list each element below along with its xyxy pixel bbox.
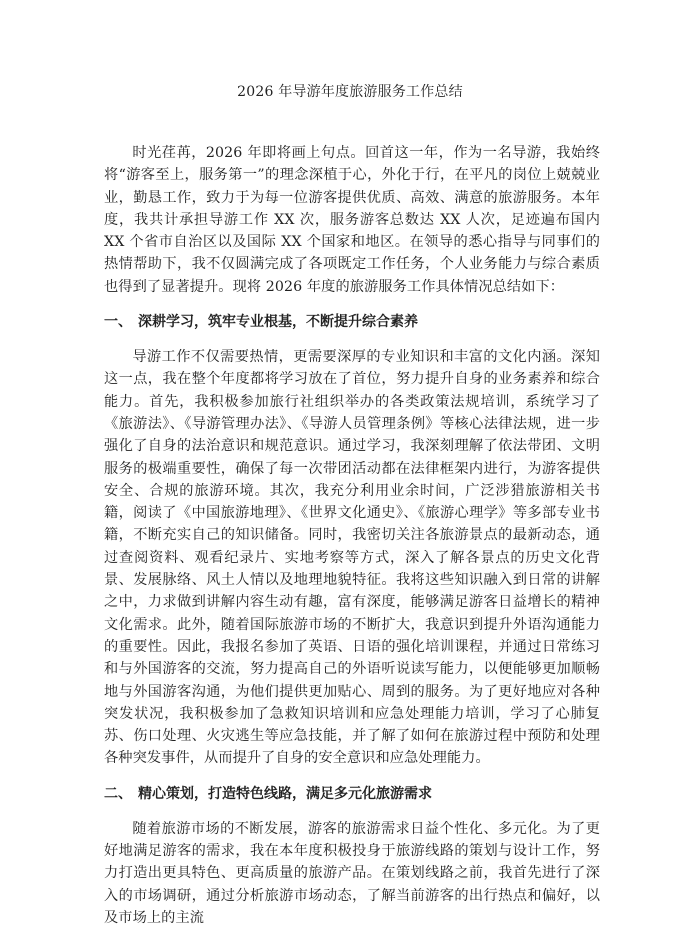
- document-body: [104, 142, 600, 929]
- intro-paragraph: 时光荏苒，2026 年即将画上句点。回首这一年，作为一名导游，我始终将“游客至上，服务第一”的理念深植于心，外化于行，在平凡的岗位上兢兢业业，勤恳工作，致力于为每一位游客提供优质、高效、满意的旅游服务。本年度，我共计承担导游工作 XX 次，服务游客总数达 XX 人次，足迹遍布国内 XX 个省市自治区以及国际 XX 个国家和地区。在领导的悉心指导与同事们的热情帮助下，我不仅圆满完成了各项既定工作任务，个人业务能力与综合素质也得到了显著提升。现将 2026 年度的旅游服务工作具体情况总结如下：: [104, 145, 600, 295]
- section-number-1: 一、: [104, 314, 132, 331]
- section-number-2: 二、: [104, 785, 132, 802]
- section-paragraph-1: 导游工作不仅需要热情，更需要深厚的专业知识和丰富的文化内涵。深知这一点，我在整个年度都将学习放在了首位，努力提升自身的业务素养和综合能力。首先，我积极参加旅行社组织举办的各类政策法规培训，系统学习了《旅游法》、《导游管理办法》、《导游人员管理条例》等核心法律法规，进一步强化了自身的法治意识和规范意识。通过学习，我深刻理解了依法带团、文明服务的极端重要性，确保了每一次带团活动都在法律框架内进行，为游客提供安全、合规的旅游环境。其次，我充分利用业余时间，广泛涉猎旅游相关书籍，阅读了《中国旅游地理》、《世界文化通史》、《旅游心理学》等多部专业书籍，不断充实自己的知识储备。同时，我密切关注各旅游景点的最新动态，通过查阅资料、观看纪录片、实地考察等方式，深入了解各景点的历史文化背景、发展脉络、风土人情以及地理地貌特征。我将这些知识融入到日常的讲解之中，力求做到讲解内容生动有趣，富有深度，能够满足游客日益增长的精神文化需求。此外，随着国际旅游市场的不断扩大，我意识到提升外语沟通能力的重要性。因此，我报名参加了英语、日语的强化培训课程，并通过日常练习和与外国游客的交流，努力提高自己的外语听说读写能力，以便能够更加顺畅地与外国游客沟通，为他们提供更加贴心、周到的服务。为了更好地应对各种突发状况，我积极参加了急救知识培训和应急处理能力培训，学习了心肺复苏、伤口处理、火灾逃生等应急技能，并了解了如何在旅游过程中预防和处理各种突发事件，从而提升了自身的安全意识和应急处理能力。: [104, 349, 600, 767]
- section-heading-text-2: 精心策划，打造特色线路，满足多元化旅游需求: [138, 785, 432, 802]
- document-title: 2026 年导游年度旅游服务工作总结: [237, 84, 463, 100]
- section-heading-text-1: 深耕学习，筑牢专业根基，不断提升综合素养: [138, 314, 418, 331]
- section-paragraph-2: 随着旅游市场的不断发展，游客的旅游需求日益个性化、多元化。为了更好地满足游客的需求，我在本年度积极投身于旅游线路的策划与设计工作，努力打造出更具特色、更高质量的旅游产品。在策划线路之前，我首先进行了深入的市场调研，通过分析旅游市场动态，了解当前游客的出行热点和偏好，以及市场上的主流: [104, 820, 600, 926]
- section-heading-2: [104, 784, 600, 804]
- section-heading-1: [104, 312, 600, 332]
